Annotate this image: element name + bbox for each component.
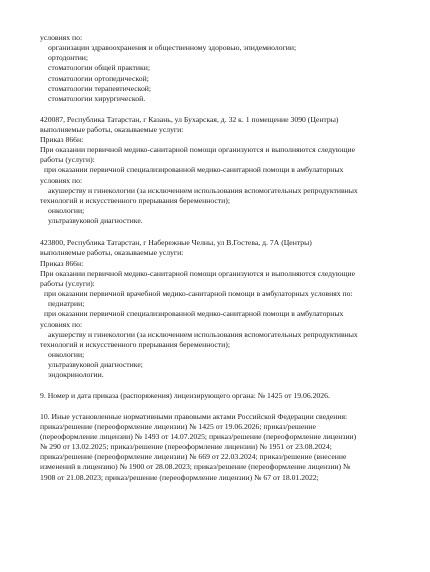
list-item: при оказании первичной специализированной медико-санитарной помощи в амбулаторных [44, 309, 344, 319]
section-9-line: 9. Номер и дата приказа (распоряжения) лицензирующего органа: № 1425 от 19.06.2026. [40, 391, 330, 400]
text-line: условиях по: [40, 319, 83, 329]
text-line: технологий и искусственного прерывания беременности); [40, 339, 230, 349]
paragraph-spacer [40, 104, 410, 115]
text-line: условиях по: [40, 33, 83, 42]
text-line: изменений в лицензию) № 1900 от 28.08.2023; приказ/решение (переоформление лицензии) № [40, 462, 351, 472]
list-item: ортодонтии; [48, 53, 89, 63]
text-line: выполняемые работы, оказываемые услуги: [40, 248, 184, 258]
list-item: стоматологии терапевтической; [48, 83, 152, 93]
text-line: технологий и искусственного прерывания беременности); [40, 195, 230, 205]
list-item: педиатрии; [48, 299, 85, 309]
text-line: приказ/решение (переоформление лицензии) № 669 от 22.03.2024; приказ/решение (внесение [40, 452, 347, 462]
text-line: При оказании первичной медико-санитарной помощи организуются и выполняются следующие [40, 268, 356, 278]
list-item: организации здравоохранения и общественному здоровью, эпидемиологии; [48, 43, 297, 53]
list-item: стоматологии общей практики; [48, 63, 150, 73]
text-line: 1908 от 21.08.2023; приказ/решение (переоформление лицензии) № 67 от 18.01.2022; [40, 472, 319, 482]
text-line: № 290 от 13.02.2025; приказ/решение (переоформление лицензии) № 1951 от 23.08.2024; [40, 442, 332, 452]
text-line: При оказании первичной медико-санитарной помощи организуются и выполняются следующие [40, 145, 356, 155]
text-line: выполняемые работы, оказываемые услуги: [40, 124, 184, 134]
text-line: условиях по: [40, 175, 83, 185]
list-item: при оказании первичной врачебной медико-санитарной помощи в амбулаторных условиях по: [44, 289, 353, 299]
section-10-heading: 10. Иные установленные нормативными правовыми актами Российской Федерации сведения: [40, 411, 348, 421]
paragraph-spacer [40, 401, 410, 412]
text-line: работы (услуги): [40, 155, 95, 165]
paragraph-spacer [40, 226, 410, 238]
list-item: акушерству и гинекологии (за исключением использования вспомогательных репродуктивных [48, 329, 358, 339]
list-item: ультразвуковой диагностике; [48, 360, 143, 370]
list-item: эндокринологии. [48, 370, 104, 380]
order-heading: Приказ 866н: [40, 134, 84, 144]
list-item: стоматологии ортопедической; [48, 73, 149, 83]
text-line: приказ/решение (переоформление лицензии) № 1425 от 19.06.2026; приказ/решение [40, 421, 316, 431]
list-item: стоматологии хирургической. [48, 93, 146, 103]
list-item: онкологии; [48, 350, 85, 360]
list-item: акушерству и гинекологии (за исключением использования вспомогательных репродуктивных [48, 185, 358, 195]
list-item: при оказании первичной специализированной медико-санитарной помощи в амбулаторных [44, 165, 344, 175]
address-line: 420087, Республика Татарстан, г Казань, ул Бухарская, д. 32 к. 1 помещение 3090 (Центры) [40, 114, 339, 124]
list-item: ультразвуковой диагностике. [48, 216, 143, 226]
text-line: (переоформление лицензии) № 1493 от 14.07.2025; приказ/решение (переоформление лицензии) [40, 431, 357, 441]
address-line: 423800, Республика Татарстан, г Набережные Челны, ул В.Гостева, д. 7А (Центры) [40, 238, 312, 248]
order-heading: Приказ 866н: [40, 258, 84, 268]
paragraph-spacer [40, 381, 410, 392]
list-item: онкологии; [48, 206, 85, 215]
text-line: работы (услуги): [40, 278, 95, 288]
